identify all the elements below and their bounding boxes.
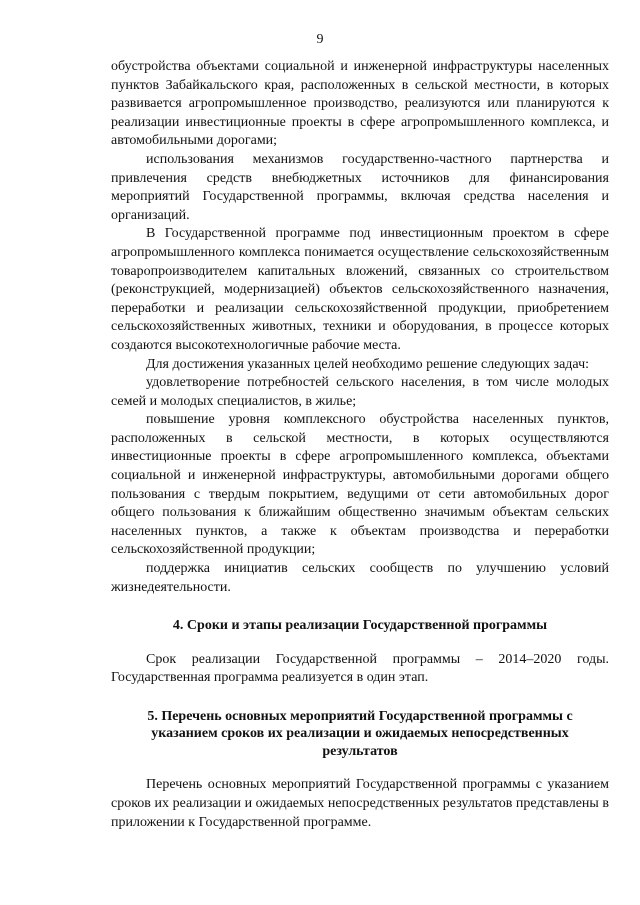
paragraph-item-ppp: использования механизмов государственно-частного партнерства и привлечения средств внебюджетных источников для финансирования мероприятий Государственной программы, включая средства населения и организаций.	[111, 151, 609, 223]
paragraph-tasks-intro: Для достижения указанных целей необходимо решение следующих задач:	[146, 356, 590, 372]
paragraph-task-infrastructure: повышение уровня комплексного обустройства населенных пунктов, расположенных в сельской местности, в которых осуществляются инвестиционные проекты в сфере агропромышленного комплекса, объектами социальной и инженерной инфраструктуры, автомобильными дорогами общего пользования с твердым покрытием, ведущими от сети автомобильных дорог общего пользования к ближайшим общественно значимым объектам сельских населенных пунктов, а также к объектам производства и переработки сельскохозяйственной продукции;	[111, 412, 609, 558]
spacer	[111, 688, 609, 708]
spacer	[111, 760, 609, 776]
page-number: 9	[316, 32, 324, 47]
section-4-text: Срок реализации Государственной программы – 2014–2020 годы. Государственная программа реализуется в один этап.	[111, 651, 609, 686]
document-body	[111, 58, 609, 832]
section-5-text: Перечень основных мероприятий Государственной программы с указанием сроков их реализации и ожидаемых непосредственных результатов представлены в приложении к Государственной программе.	[111, 777, 609, 830]
section-5-heading: 5. Перечень основных мероприятий Государственной программы с указанием сроков их реализации и ожидаемых непосредственных результатов	[147, 708, 573, 759]
paragraph-task-initiatives: поддержка инициатив сельских сообществ по улучшению условий жизнедеятельности.	[111, 561, 609, 595]
spacer	[111, 635, 609, 651]
paragraph-investment-definition: В Государственной программе под инвестиционным проектом в сфере агропромышленного комплекса понимается осуществление сельскохозяйственным товаропроизводителем капитальных вложений, связанных со строительством (реконструкцией, модернизацией) объектов сельскохозяйственного назначения, переработки и реализации сельскохозяйственной продукции, приобретением сельскохозяйственных животных, техники и оборудования, в процессе которых создаются высокотехнологичные рабочие места.	[111, 226, 609, 353]
spacer	[111, 597, 609, 617]
paragraph-item-continuation: обустройства объектами социальной и инженерной инфраструктуры населенных пунктов Забайкальского края, расположенных в сельской местности, в которых развивается агропромышленное производство, реализуются или планируются к реализации инвестиционные проекты в сфере агропромышленного комплекса, и автомобильными дорогами;	[111, 59, 609, 149]
section-4-heading: 4. Сроки и этапы реализации Государственной программы	[172, 618, 548, 634]
paragraph-task-housing: удовлетворение потребностей сельского населения, в том числе молодых семей и молодых специалистов, в жилье;	[111, 375, 609, 409]
